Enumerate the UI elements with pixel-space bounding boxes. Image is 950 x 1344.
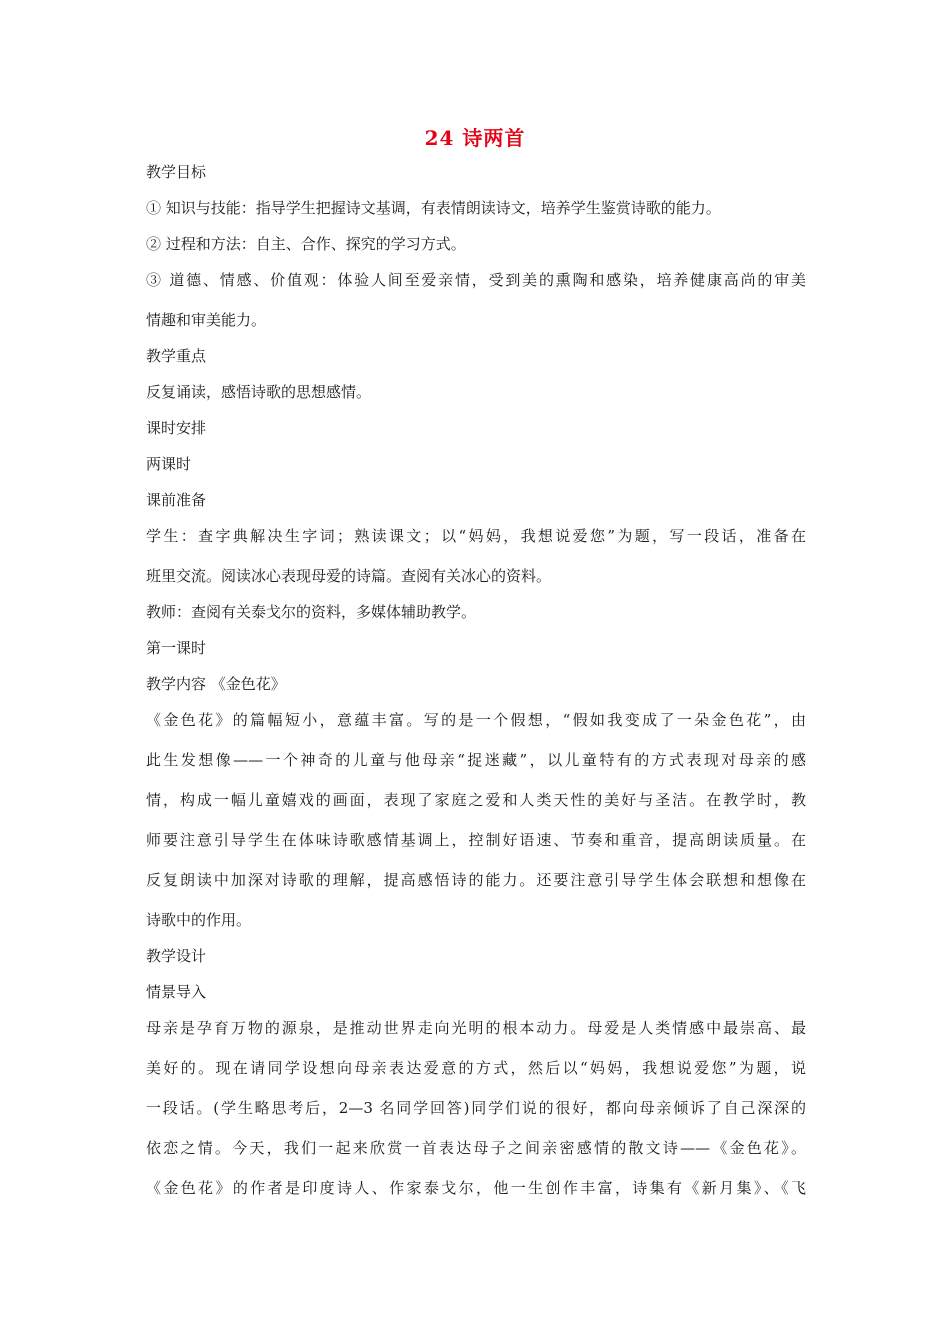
section-heading-preparation: 课前准备 — [146, 491, 207, 509]
preparation-students-continued: 班里交流。阅读冰心表现母爱的诗篇。查阅有关冰心的资料。 — [146, 567, 552, 585]
key-points-text: 反复诵读，感悟诗歌的思想感情。 — [146, 383, 372, 401]
section-heading-intro: 情景导入 — [146, 983, 207, 1001]
content-paragraph-line: 师要注意引导学生在体味诗歌感情基调上，控制好语速、节奏和重音，提高朗读质量。在 — [146, 831, 806, 849]
section-heading-design: 教学设计 — [146, 947, 207, 965]
intro-paragraph-line: 美好的。现在请同学设想向母亲表达爱意的方式，然后以“妈妈，我想说爱您”为题，说 — [146, 1059, 806, 1077]
intro-paragraph-line: 依恋之情。今天，我们一起来欣赏一首表达母子之间亲密感情的散文诗——《金色花》。 — [146, 1139, 806, 1157]
objective-process: ② 过程和方法：自主、合作、探究的学习方式。 — [146, 235, 466, 253]
objective-knowledge: ① 知识与技能：指导学生把握诗文基调，有表情朗读诗文，培养学生鉴赏诗歌的能力。 — [146, 199, 721, 217]
content-paragraph-line: 《金色花》的篇幅短小，意蕴丰富。写的是一个假想，“假如我变成了一朵金色花”，由 — [146, 711, 806, 729]
content-paragraph-line: 反复朗读中加深对诗歌的理解，提高感悟诗的能力。还要注意引导学生体会联想和想像在 — [146, 871, 806, 889]
section-heading-objectives: 教学目标 — [146, 163, 207, 181]
objective-values: ③ 道德、情感、价值观：体验人间至爱亲情，受到美的熏陶和感染，培养健康高尚的审美 — [146, 271, 806, 289]
document-body — [146, 160, 806, 1216]
preparation-students: 学生：查字典解决生字词；熟读课文；以“妈妈，我想说爱您”为题，写一段话，准备在 — [146, 527, 806, 545]
section-heading-key-points: 教学重点 — [146, 347, 207, 365]
schedule-text: 两课时 — [146, 455, 192, 473]
objective-values-continued: 情趣和审美能力。 — [146, 311, 267, 329]
preparation-teacher: 教师：查阅有关泰戈尔的资料，多媒体辅助教学。 — [146, 603, 477, 621]
document-title: 24 诗两首 — [424, 126, 526, 150]
section-heading-first-lesson: 第一课时 — [146, 639, 207, 657]
content-paragraph-line: 情，构成一幅儿童嬉戏的画面，表现了家庭之爱和人类天性的美好与圣洁。在教学时，教 — [146, 791, 806, 809]
intro-paragraph-line: 一段话。(学生略思考后，2—3 名同学回答)同学们说的很好，都向母亲倾诉了自己深深的 — [146, 1099, 806, 1117]
content-paragraph-line: 诗歌中的作用。 — [146, 911, 252, 929]
lesson-content-heading: 教学内容 《金色花》 — [146, 675, 286, 693]
intro-paragraph-line: 母亲是孕育万物的源泉，是推动世界走向光明的根本动力。母爱是人类情感中最崇高、最 — [146, 1019, 806, 1037]
author-paragraph-line: 《金色花》的作者是印度诗人、作家泰戈尔，他一生创作丰富，诗集有《新月集》、《飞 — [146, 1179, 806, 1197]
content-paragraph-line: 此生发想像——一个神奇的儿童与他母亲“捉迷藏”，以儿童特有的方式表现对母亲的感 — [146, 751, 806, 769]
section-heading-schedule: 课时安排 — [146, 419, 207, 437]
